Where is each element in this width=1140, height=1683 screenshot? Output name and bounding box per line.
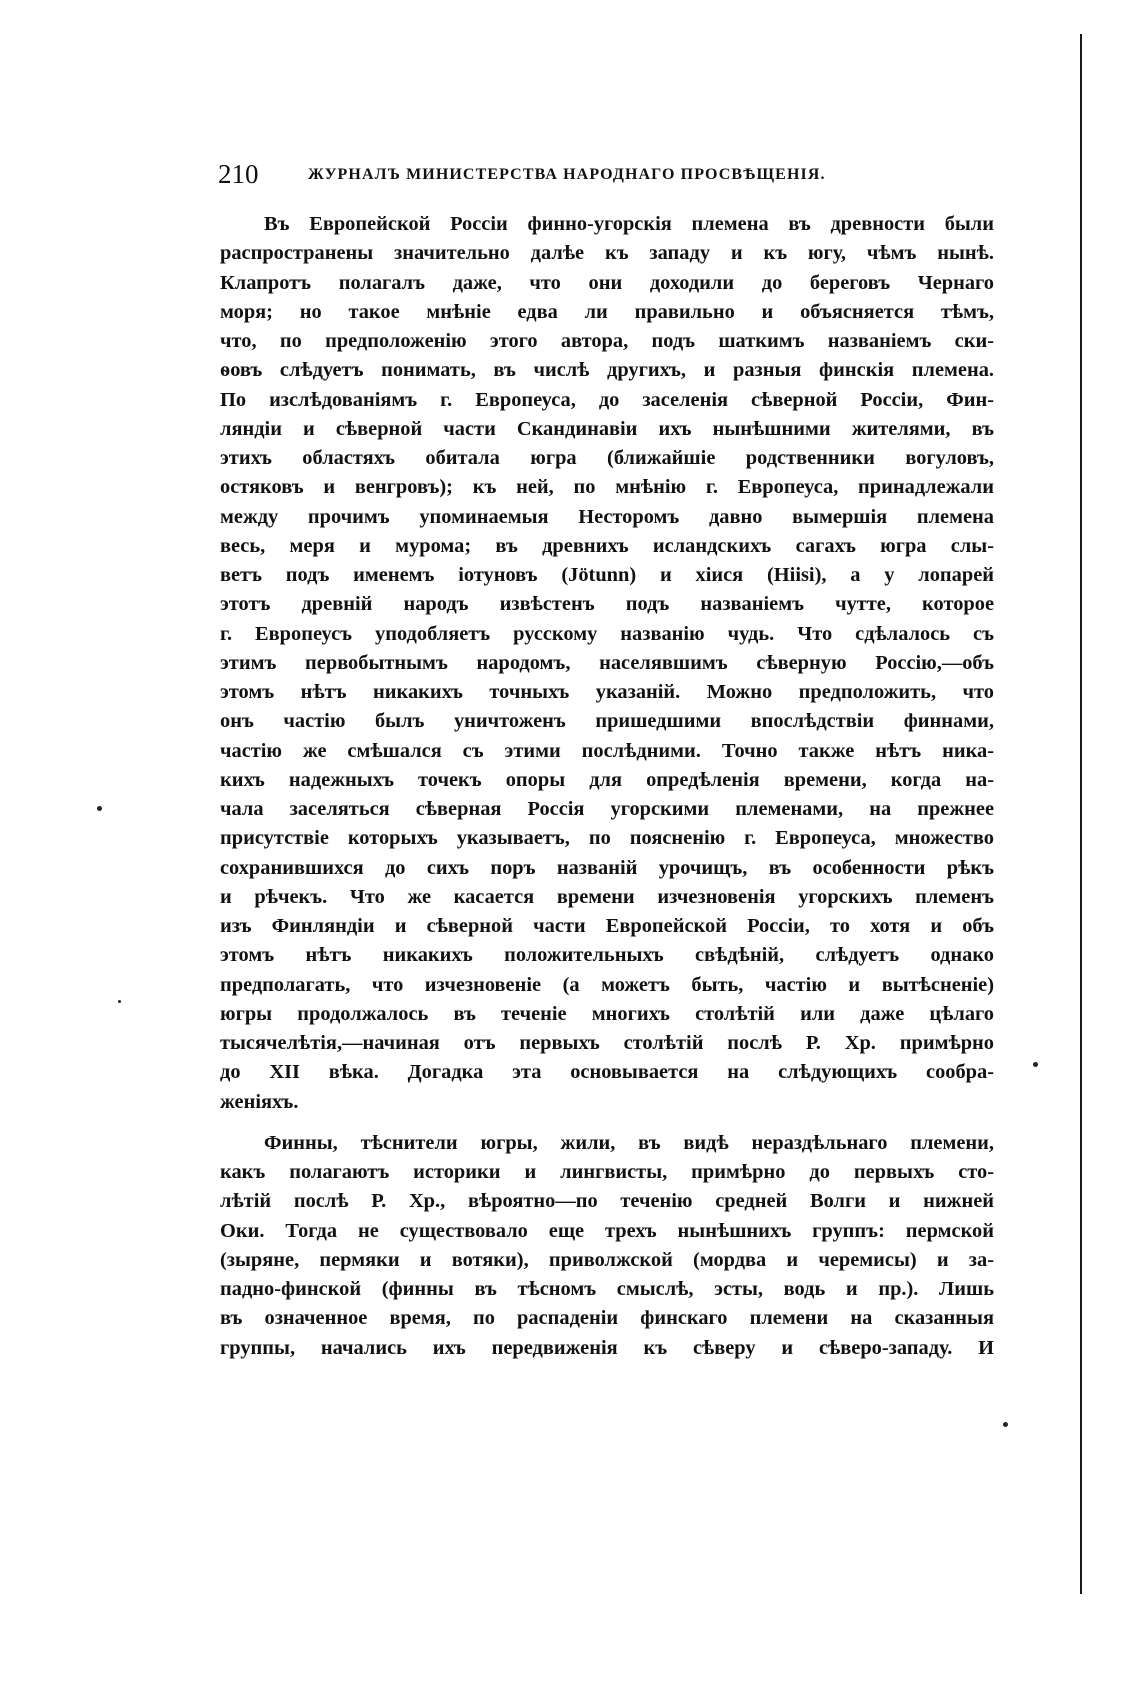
text-line: предполагать, что изчезновеніе (а можетъ быть, частію и вытѣсненіе) (220, 973, 994, 996)
text-line: этотъ древній народъ извѣстенъ подъ названіемъ чутте, которое (220, 593, 994, 616)
text-line: сохранившихся до сихъ поръ названій урочищъ, въ особенности рѣкъ (220, 856, 994, 879)
running-header (218, 156, 1008, 192)
text-line: въ означенное время, по распаденіи финскаго племени на сказанныя (220, 1307, 994, 1330)
text-line: этихъ областяхъ обитала югра (ближайшіе родственники вогуловъ, (220, 447, 994, 469)
text-line: женіяхъ. (220, 1090, 299, 1113)
text-line: остяковъ и венгровъ); къ ней, по мнѣнію г. Европеуса, принадлежали (220, 476, 994, 499)
text-line: ветъ подъ именемъ іотуновъ (Jötunn) и хіися (Hiisi), а у лопарей (220, 564, 994, 586)
text-line: Въ Европейской Россіи финно-угорскія племена въ древности были (264, 213, 994, 235)
print-speck (1003, 1422, 1008, 1427)
print-speck (118, 1000, 121, 1003)
text-line: г. Европеусъ уподобляетъ русскому названію чудь. Что сдѣлалось съ (220, 622, 994, 645)
text-line: ѳовъ слѣдуетъ понимать, въ числѣ другихъ, и разныя финскія племена. (220, 359, 994, 382)
text-line: ляндіи и сѣверной части Скандинавіи ихъ нынѣшними жителями, въ (220, 417, 994, 440)
text-line: этимъ первобытнымъ народомъ, населявшимъ сѣверную Россію,—объ (220, 651, 994, 674)
text-line: и рѣчекъ. Что же касается времени изчезновенія угорскихъ племенъ (220, 885, 994, 908)
text-line: лѣтій послѣ Р. Хр., вѣроятно—по теченію средней Волги и нижней (220, 1190, 994, 1213)
text-line: что, по предположенію этого автора, подъ шаткимъ названіемъ ски- (220, 330, 994, 352)
print-speck (97, 806, 102, 811)
paragraph-1 (220, 210, 994, 1117)
text-line: По изслѣдованіямъ г. Европеуса, до заселенія сѣверной Россіи, Фин- (220, 388, 994, 411)
text-line: Финны, тѣснители югры, жили, въ видѣ нераздѣльнаго племени, (264, 1131, 994, 1154)
text-line: какъ полагаютъ историки и лингвисты, примѣрно до первыхъ сто- (220, 1161, 994, 1183)
text-line: присутствіе которыхъ указываетъ, по поясненію г. Европеуса, множество (220, 827, 994, 850)
text-line: моря; но такое мнѣніе едва ли правильно и объясняется тѣмъ, (220, 300, 994, 323)
text-line: весь, меря и мурома; въ древнихъ исландскихъ сагахъ югра слы- (220, 534, 994, 557)
text-line: кихъ надежныхъ точекъ опоры для опредѣленія времени, когда на- (220, 768, 994, 791)
text-line: Клапротъ полагалъ даже, что они доходили до береговъ Чернаго (220, 271, 994, 294)
text-line: этомъ нѣтъ никакихъ положительныхъ свѣдѣній, слѣдуетъ однако (220, 944, 994, 967)
paragraph-2 (220, 1129, 994, 1363)
text-line: до XII вѣка. Догадка эта основывается на слѣдующихъ сообра- (220, 1061, 994, 1084)
text-line: чала заселяться сѣверная Россія угорскими племенами, на прежнее (220, 798, 994, 820)
text-line: распространены значительно далѣе къ западу и къ югу, чѣмъ нынѣ. (220, 242, 994, 265)
text-line: изъ Финляндіи и сѣверной части Европейской Россіи, то хотя и объ (220, 915, 994, 937)
paragraph-spacer (220, 1117, 994, 1129)
text-line: этомъ нѣтъ никакихъ точныхъ указаній. Можно предположить, что (220, 681, 994, 703)
text-line: тысячелѣтія,—начиная отъ первыхъ столѣтій послѣ Р. Хр. примѣрно (220, 1032, 994, 1054)
text-line: Оки. Тогда не существовало еще трехъ нынѣшнихъ группъ: пермской (220, 1219, 994, 1242)
body-text (220, 210, 994, 1363)
page-number: 210 (218, 159, 259, 189)
text-line: югры продолжалось въ теченіе многихъ столѣтій или даже цѣлаго (220, 1002, 994, 1025)
text-line: падно-финской (финны въ тѣсномъ смыслѣ, эсты, водь и пр.). Лишь (220, 1278, 994, 1300)
print-speck (1033, 1062, 1038, 1067)
text-line: онъ частію былъ уничтоженъ пришедшими впослѣдствіи финнами, (220, 710, 994, 733)
text-line: (зыряне, пермяки и вотяки), приволжской (мордва и черемисы) и за- (220, 1248, 994, 1271)
text-line: частію же смѣшался съ этими послѣдними. Точно также нѣтъ ника- (220, 739, 994, 762)
page-edge-rule (1080, 34, 1082, 1594)
text-line: между прочимъ упоминаемыя Несторомъ давно вымершія племена (220, 505, 994, 528)
running-title: ЖУРНАЛЪ МИНИСТЕРСТВА НАРОДНАГО ПРОСВѢЩЕНІЯ. (308, 166, 826, 183)
text-line: группы, начались ихъ передвиженія къ сѣверу и сѣверо-западу. И (220, 1336, 994, 1359)
